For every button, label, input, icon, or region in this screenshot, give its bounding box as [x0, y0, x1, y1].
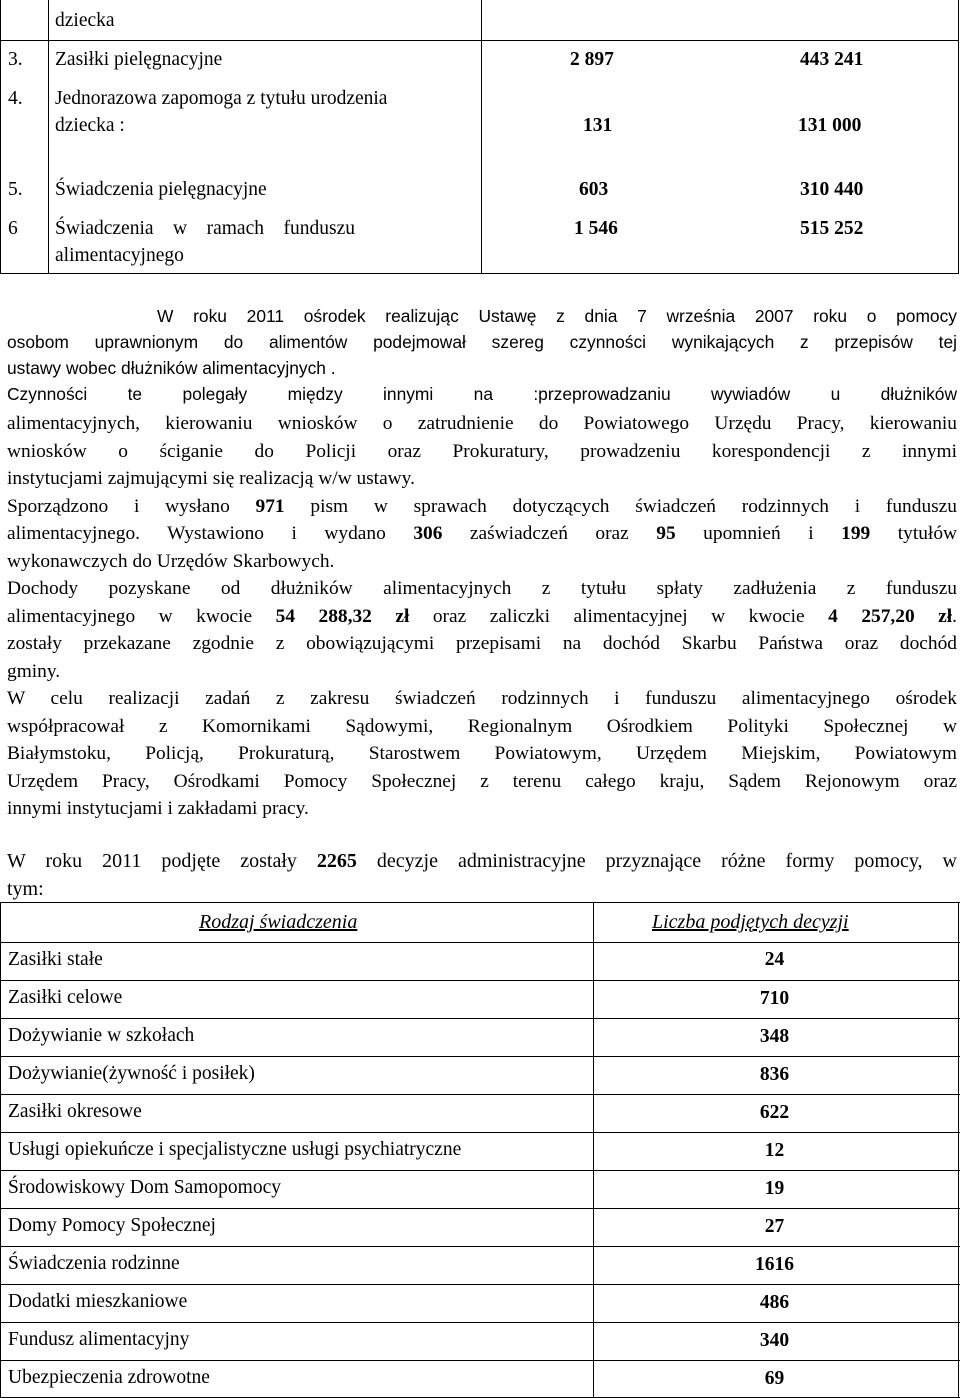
row-name: Zasiłki celowe: [8, 987, 123, 1008]
row-name: Dożywianie w szkołach: [8, 1025, 195, 1046]
row-number: 6: [8, 218, 18, 239]
row-name: Domy Pomocy Społecznej: [8, 1215, 216, 1236]
row-count: 131: [583, 115, 613, 136]
row-label: Zasiłki pielęgnacyjne: [55, 49, 223, 70]
benefits-summary-table: [0, 0, 960, 274]
row-label: Świadczenia w ramach funduszu: [55, 218, 355, 239]
paragraph-line: zostały przekazane zgodnie z obowiązującymi przepisami na dochód Skarbu Państwa oraz dochód: [7, 633, 957, 654]
row-count: 486: [759, 1292, 790, 1313]
paragraph-line: alimentacyjnego. Wystawiono i wydano 306 zaświadczeń oraz 95 upomnień i 199 tytułów: [7, 523, 958, 544]
row-label-cont: alimentacyjnego: [55, 245, 184, 266]
table-row-divider: [0, 1132, 960, 1133]
paragraph-line: ustawy wobec dłużników alimentacyjnych .: [7, 358, 336, 378]
table-row-divider: [0, 942, 960, 943]
paragraph-line: osobom uprawnionym do alimentów podejmował szereg czynności wynikających z przepisów tej: [7, 332, 957, 352]
row-label: dziecka: [55, 10, 115, 31]
row-number: 5.: [8, 179, 23, 200]
table-border-left: [0, 902, 1, 1398]
paragraph-line: tym:: [7, 877, 44, 900]
paragraph-line: instytucjami zajmującymi się realizacją w/w ustawy.: [7, 468, 415, 489]
row-number: 3.: [8, 49, 23, 70]
table-row-divider: [0, 1284, 960, 1285]
row-name: Dożywianie(żywność i posiłek): [8, 1063, 255, 1084]
table-border-top: [0, 902, 960, 903]
table-row-divider: [0, 1246, 960, 1247]
table-row-divider: [0, 40, 959, 41]
table-row-divider: [0, 1018, 960, 1019]
row-label: Jednorazowa zapomoga z tytułu urodzenia: [55, 88, 388, 109]
row-name: Zasiłki stałe: [8, 949, 103, 970]
row-count: 1616: [755, 1254, 794, 1275]
row-count: 603: [579, 179, 609, 200]
paragraph-line: wniosków o ściganie do Policji oraz Prokuratury, prowadzeniu korespondencji z innymi: [7, 440, 957, 462]
paragraph-line: Czynności te polegały między innymi na :przeprowadzaniu wywiadów u dłużników: [7, 384, 957, 404]
table-border-right: [958, 902, 959, 1398]
paragraph-line: Dochody pozyskane od dłużników alimentacyjnych z tytułu spłaty zadłużenia z funduszu: [7, 578, 957, 599]
column-header-count: Liczba podjętych decyzji: [652, 911, 849, 933]
table-row-divider: [0, 1360, 960, 1361]
row-amount: 131 000: [798, 115, 862, 136]
table-border-col2: [481, 0, 482, 274]
row-number: 4.: [8, 88, 23, 109]
table-row-divider: [0, 1094, 960, 1095]
row-name: Środowiskowy Dom Samopomocy: [8, 1177, 281, 1198]
paragraph-line: gminy.: [7, 660, 61, 682]
table-row-divider: [0, 1208, 960, 1209]
row-count: 622: [759, 1102, 790, 1123]
row-amount: 310 440: [800, 179, 864, 200]
row-name: Usługi opiekuńcze i specjalistyczne usługi psychiatryczne: [8, 1139, 462, 1160]
row-count: 348: [759, 1026, 790, 1047]
row-name: Fundusz alimentacyjny: [8, 1329, 190, 1350]
paragraph-line: współpracował z Komornikami Sądowymi, Regionalnym Ośrodkiem Polityki Społecznej w: [7, 715, 957, 737]
paragraph-line: W roku 2011 podjęte zostały 2265 decyzje administracyjne przyznające różne formy pomocy, w: [7, 850, 957, 872]
row-count: 836: [759, 1064, 790, 1085]
paragraph-line: W roku 2011 ośrodek realizując Ustawę z dnia 7 września 2007 roku o pomocy: [157, 306, 957, 326]
paragraph-alimony-intro: [7, 303, 957, 407]
paragraph-line: wykonawczych do Urzędów Skarbowych.: [7, 550, 335, 572]
row-count: 12: [764, 1140, 785, 1161]
paragraph-line: Urzędem Pracy, Ośrodkami Pomocy Społecznej z terenu całego kraju, Sądem Rejonowym oraz: [7, 770, 957, 792]
row-count: 340: [759, 1330, 790, 1351]
row-amount: 443 241: [800, 49, 864, 70]
table-border-right: [958, 0, 959, 274]
table-border-left: [0, 0, 1, 274]
row-label-cont: dziecka :: [55, 115, 125, 136]
paragraph-line: alimentacyjnego w kwocie 54 288,32 zł oraz zaliczki alimentacyjnej w kwocie 4 257,20 zł.: [7, 605, 958, 627]
row-amount: 515 252: [800, 218, 864, 239]
paragraph-line: W celu realizacji zadań z zakresu świadczeń rodzinnych i funduszu alimentacyjnego ośrodek: [7, 688, 957, 709]
decisions-table: [0, 902, 960, 1398]
paragraph-line: innymi instytucjami i zakładami pracy.: [7, 798, 309, 819]
row-count: 19: [764, 1178, 785, 1199]
row-count: 1 546: [574, 218, 618, 239]
table-row-divider: [0, 980, 960, 981]
paragraph-line: alimentacyjnych, kierowaniu wniosków o zatrudnienie do Powiatowego Urzędu Pracy, kierowaniu: [7, 413, 957, 434]
table-row-divider: [0, 1056, 960, 1057]
column-header-type: Rodzaj świadczenia: [199, 911, 358, 933]
row-count: 69: [764, 1368, 785, 1389]
row-label: Świadczenia pielęgnacyjne: [55, 179, 267, 200]
row-name: Zasiłki okresowe: [8, 1101, 142, 1122]
table-row-divider: [0, 1170, 960, 1171]
paragraph-decisions-intro: [7, 848, 957, 903]
table-border-bottom: [0, 273, 959, 274]
row-name: Świadczenia rodzinne: [8, 1253, 180, 1274]
paragraph-activities: [7, 410, 957, 823]
table-row-divider: [0, 1322, 960, 1323]
row-count: 27: [764, 1216, 785, 1237]
row-count: 24: [764, 949, 785, 970]
paragraph-line: Białymstoku, Policją, Prokuraturą, Starostwem Powiatowym, Urzędem Miejskim, Powiatowym: [7, 743, 957, 764]
row-name: Dodatki mieszkaniowe: [8, 1291, 188, 1312]
paragraph-line: Sporządzono i wysłano 971 pism w sprawach dotyczących świadczeń rodzinnych i funduszu: [7, 495, 957, 517]
row-count: 2 897: [570, 49, 614, 70]
table-border-col1: [48, 0, 49, 274]
table-border-middle: [593, 902, 594, 1398]
row-count: 710: [759, 988, 790, 1009]
row-name: Ubezpieczenia zdrowotne: [8, 1367, 210, 1388]
